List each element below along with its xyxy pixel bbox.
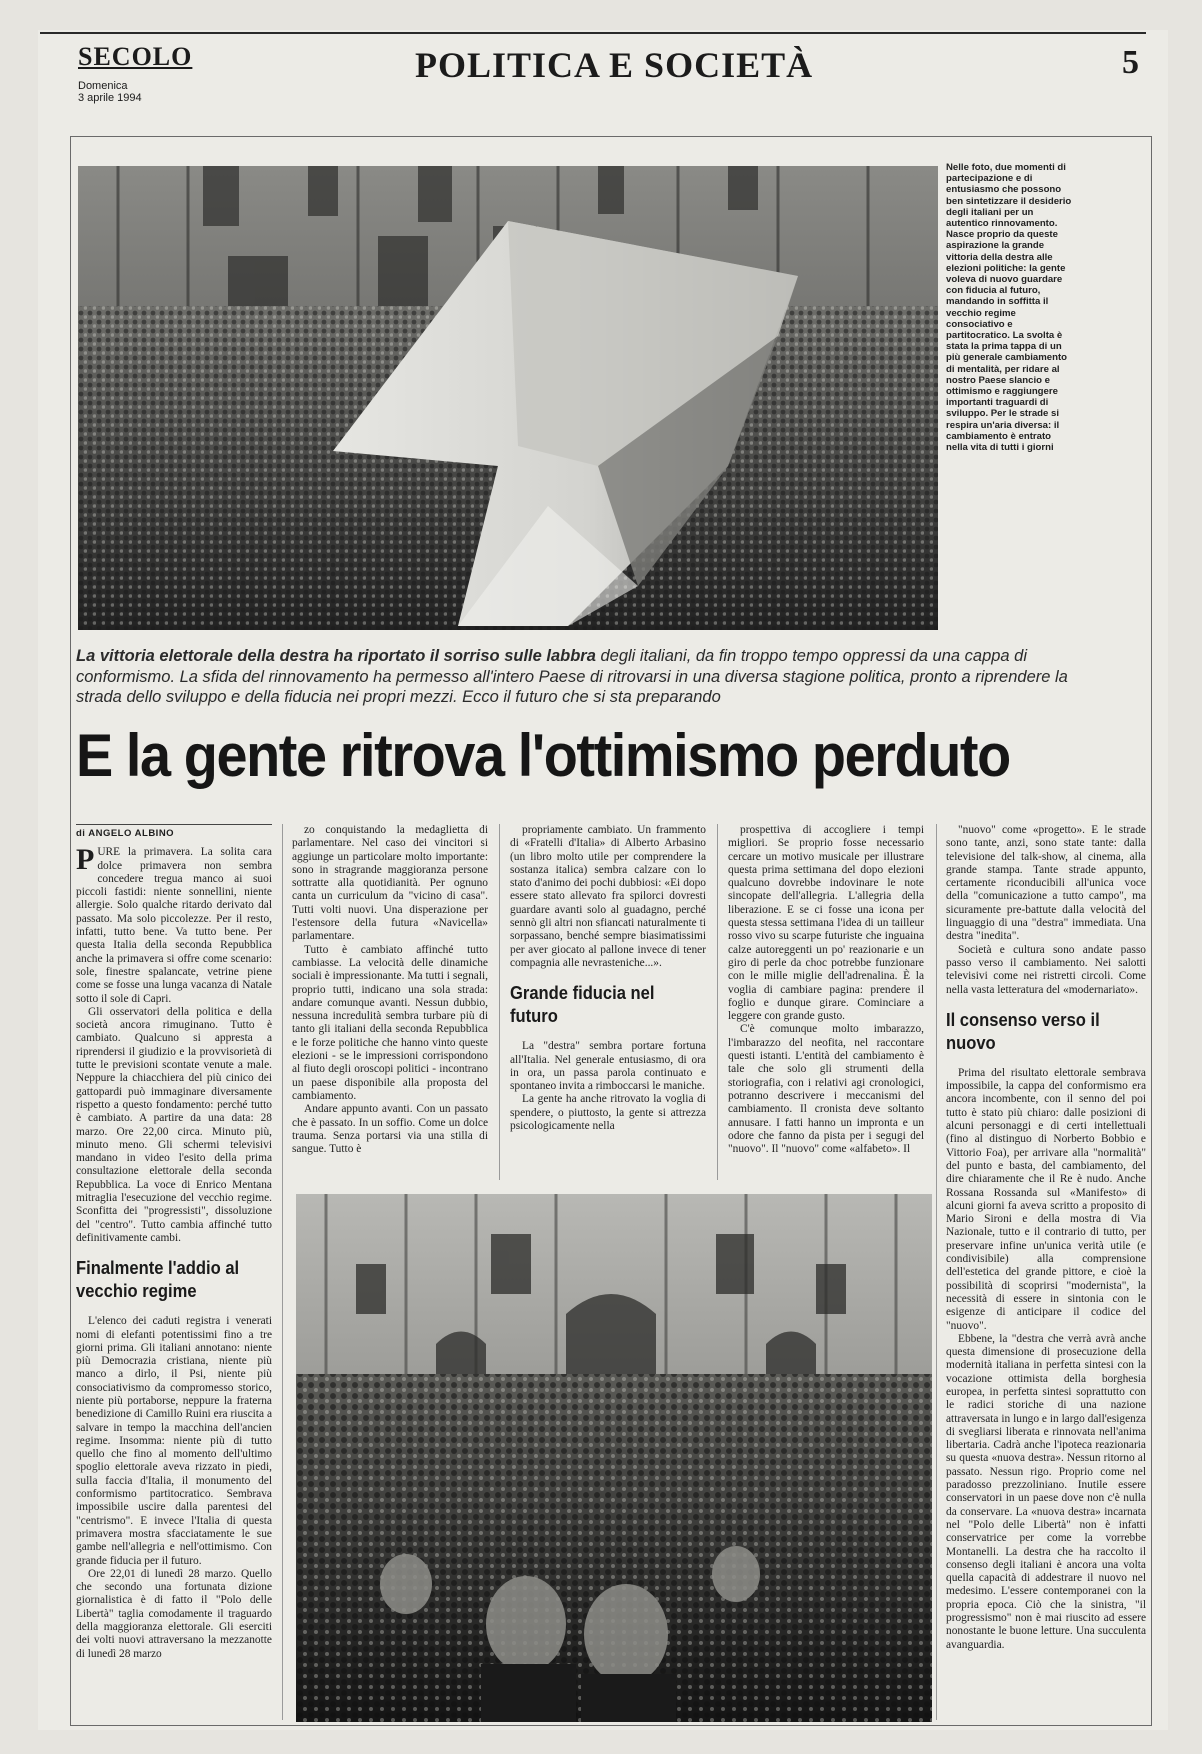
duomo-crowd-photo [296, 1194, 932, 1722]
col3-paragraph-2: La "destra" sembra portare fortuna all'Italia. Nel generale entusiasmo, di ora in ora, un passa parola continuato e spontaneo invita a rimboccarsi le maniche. [510, 1040, 706, 1093]
col1-paragraph-4: Ore 22,01 di lunedì 28 marzo. Quello che secondo una fortunata dizione giornalistica è di fatto il "Polo delle Libertà" taglia comodamente il traguardo della maggioranza elettorale. Gli eserciti dei volti nuovi attraversano la mezzanotte di lunedì 28 marzo [76, 1567, 272, 1660]
article-column-4 [728, 824, 924, 1180]
col5-paragraph-1: "nuovo" come «progetto». E le strade sono tante, anzi, sono state tante: dalla televisione del talk-show, al cinema, alla grande stampa. Tante strade appunto, certamente riconducibili all'unica voce della "comunicazione a tutto campo", ma sicuramente pre-battute dalla velocità del linguaggio di una "destra" immediata. Una destra "inedita". [946, 824, 1146, 943]
col1-p1-text: URE la primavera. La solita cara dolce primavera non sembra concedere tregua manco ai suoi piccoli fastidi: niente sonnellini, niente allergie. Solo qualche ritardo derivato dal passato. Ma solo piccolezze. Per il resto, infatti, tutto bene. Va tutto bene. Per questa Italia della seconda Repubblica anche la primavera si offre come scenario: sole, finestre spalancate, vetrine piene come se fosse una lunga vacanza di Natale sotto il sole di Capri. [76, 846, 272, 1005]
column-rule [282, 824, 283, 1720]
column-rule [499, 824, 500, 1180]
page-number: 5 [1122, 44, 1139, 81]
col5-paragraph-3: Prima del risultato elettorale sembrava impossibile, la cappa del conformismo era ancora incombente, con il senno del poi tutto è stato più chiaro: dalle posizioni di alcuni personaggi e di certi intellettuali (fino al distinguo di Norberto Bobbio e Vittorio Foa), per arrivare alla "normalità" del punto e basta, del cambiamento, del dire chiaramente che il Re è nudo. Anche Rossana Rossanda sul «Manifesto» di alcuni giorni fa aveva scritto a proposito di Mario Sironi e della mostra di Via Nazionale, tutto e il contrario di tutto, per preservare infine un'unica verità utile (e condivisibile) alla comprensione dell'estetica del grande pittore, e cioè la possibilità di scoprirsi "modernista", la necessità di essere in sintonia con le esigenze di anticipare il codice del "nuovo". [946, 1066, 1146, 1332]
col4-paragraph-1: prospettiva di accogliere i tempi migliori. Se proprio fosse necessario cercare un motivo musicale per illustrare questa prima settimana del dopo elezioni qualcuno dovrebbe indovinare le note sincopate dell'allegria. L'allegria della liberazione. E se ci fosse una icona per questa stessa settimana l'idea di un tailleur rosso vivo su scarpe futuriste che inguaina calze autoreggenti un po' reazionarie e un giro di perle da choc potrebbe funzionare con le mille miglie dell'adrenalina. È la voglia di cambiare pagina: prendere il foglio e dunque girare. Cominciare a leggere con grande gusto. [728, 824, 924, 1023]
article-column-1 [76, 824, 272, 1714]
col1-paragraph-1 [76, 843, 272, 1006]
column-rule [936, 824, 937, 1720]
newspaper-name: SECOLO [78, 42, 193, 71]
col1-paragraph-3: L'elenco dei caduti registra i venerati nomi di elefanti potentissimi fino a tre giorni prima. Gli italiani annotano: niente più Democrazia cristiana, niente più manco a dirlo, il Psi, niente più consociativismo da compromesso storico, niente più portaborse, neppure la fraterna benedizione di Camillo Ruini era riuscita a salvare in tempo la macchina dell'ancien regime. Insomma: niente più di tutto quello che fino al momento dell'ultimo spoglio elettorale aveva rizzato in piedi, sulla faccia d'Italia, il monumento del conformismo partitocratico. Sembrava impossibile uscire dalla parentesi del "centrismo". E invece l'Italia di questa primavera mostra sfacciatamente le sue gambe nell'allegria e nell'ottimismo. Con grande fiducia per il futuro. [76, 1315, 272, 1567]
headline: E la gente ritrova l'ottimismo perduto [76, 722, 1010, 789]
subheading-fiducia: Grande fiducia nel futuro [510, 983, 655, 1027]
section-title: POLITICA E SOCIETÀ [415, 45, 814, 85]
col2-paragraph-3: Andare appunto avanti. Con un passato che è passato. In un soffio. Come un dolce trauma. Senza portarsi via una stilla di sangue. Tutto è [292, 1103, 488, 1156]
byline: di ANGELO ALBINO [76, 824, 272, 840]
article-column-2 [292, 824, 488, 1180]
drop-cap: P [76, 843, 95, 877]
lead-caption [76, 646, 1076, 708]
col2-paragraph-2: Tutto è cambiato affinché tutto cambiasse. La velocità delle dinamiche sociali è impressionante. Ma tutti i segnali, proprio tutti, indicano una sola strada: andare comunque avanti. Nessun dubbio, nessuna incredulità sembra turbare più di tanto gli italiani della seconda Repubblica e le forze politiche che hanno vinto queste elezioni - se le impressioni corrispondono al fiuto degli oroscopi politici - incontrano un paese disponibile alla proposta del cambiamento. [292, 943, 488, 1102]
issue-date [78, 80, 142, 104]
masthead-rule [40, 32, 1146, 34]
col1-paragraph-2: Gli osservatori della politica e della società ancora rimuginano. Tutto è cambiato. Qualcuno si appresta a riprendersi il giudizio e la provvisorietà di tutte le previsioni scontate venute a male. Neppure la chiacchiera del più cinico dei gattopardi può immaginare diversamente rispetto a questo fondamento: perché tutto è cambiato. A partire da una data: 28 marzo. Ore 22,00 circa. Minuto più, minuto meno. Gli schermi televisivi mandano in video l'esito della prima consultazione elettorale della seconda Repubblica. La voce di Enrico Mentana mitraglia l'esecuzione del vecchio regime. Sconfitta dei "progressisti", dissoluzione del "centro". Tutto cambia affinché tutto definitivamente cambi. [76, 1005, 272, 1244]
col3-paragraph-1: propriamente cambiato. Un frammento di «Fratelli d'Italia» di Alberto Arbasino (un libro molto utile per comprendere la sostanza italica) sembra calzare con lo stato d'animo dei pochi dubbiosi: «Ei dopo essere stato allevato fra spilorci dovresti guardare avanti solo al guadagno, perché sennò gli altri non sfiancati naturalmente ti sorpassano, benché sempre biasimatissimi per aver giocato al pallone invece di tener compagnia alle nevrasteniche...». [510, 824, 706, 969]
col3-paragraph-3: La gente ha anche ritrovato la voglia di spendere, o piuttosto, la gente si attrezza psicologicamente nella [510, 1093, 706, 1133]
photo-side-caption: Nelle foto, due momenti di partecipazione e di entusiasmo che possono ben sintetizzare il desiderio degli italiani per un autentico rinnovamento. Nasce proprio da queste aspirazione la grande vittoria della destra alle elezioni politiche: la gente voleva di nuovo guardare con fiducia al futuro, mandando in soffitta il vecchio regime consociativo e partitocratico. La svolta è stata la prima tappa di un più generale cambiamento di mentalità, per ridare al nostro Paese slancio e ottimismo e raggiungere importanti traguardi di sviluppo. Per le strade si respira un'aria diversa: il cambiamento è entrato nella vita di tutti i giorni [946, 162, 1072, 454]
subheading-consenso: Il consenso verso il nuovo [946, 1009, 1100, 1053]
article-column-3 [510, 824, 706, 1180]
article-column-5 [946, 824, 1146, 1722]
subheading-addio: Finalmente l'addio al vecchio regime [76, 1258, 240, 1302]
issue-full-date: 3 aprile 1994 [78, 92, 142, 104]
col2-paragraph-1: zo conquistando la medaglietta di parlamentare. Nel caso dei vincitori si aggiunge un particolare molto importante: sono in stragrande maggioranza persone sottratte alla quotidianità. Per ognuno canta un curriculum da "vicino di casa". Tutti volti nuovi. Una disperazione per l'estensore della futura «Navicella» parlamentare. [292, 824, 488, 943]
col5-paragraph-4: Ebbene, la "destra che verrà avrà anche questa dimensione di prosecuzione della modernità italiana in perfetta sintesi con la vocazione ottimista della borghesia europea, in perfetta sintesi soprattutto con le radici storiche di una nazione attraversata in lungo e in largo dall'esigenza di svegliarsi liberata e rinnovata nell'anima libertaria. Cadrà anche l'ipoteca reazionaria su questa «nuova destra». Nessun ritorno al passato. Nessun rigo. Proprio come nel paradosso prezzoliniano. Inutile essere conservatori in un paese dove non c'è nulla da conservare. La «nuova destra» incarnata nel "Polo delle Libertà" non è infatti conservatrice per come la vorrebbe Montanelli. La destra che ha raccolto il consenso degli italiani è ancora una volta quella capacità di addestrare il nuovo nel medesimo. L'essere contemporanei con la propria epoca. Ciò che la sinistra, "il progressismo" non è mai riuscito ad essere nonostante le buone letture. Una succulenta avanguardia. [946, 1332, 1146, 1651]
lead-caption-rest: degli italiani, da fin troppo tempo oppressi da una cappa di conformismo. La sfida del rinnovamento ha permesso all'intero Paese di ritrovarsi in una diversa stagione politica, pronto a riprendere la strada dello sviluppo e della fiducia nei propri mezzi. Ecco il futuro che si sta preparando [76, 647, 1068, 706]
lead-caption-bold: La vittoria elettorale della destra ha riportato il sorriso sulle labbra [76, 647, 596, 665]
crowd-flag-photo [78, 166, 938, 630]
col4-paragraph-2: C'è comunque molto imbarazzo, l'imbarazzo del neofita, nel raccontare questi istanti. L'entità del cambiamento è tale che solo gli strumenti della storiografia, con i relativi agi cronologici, potranno descrivere i meccanismi del cambiamento. Il cronista deve soltanto annusare. I fatti hanno un impronta e un odore che fanno da pista per i segugi del "nuovo". Il "nuovo" come «alfabeto». Il [728, 1023, 924, 1156]
issue-day: Domenica [78, 80, 128, 92]
col5-paragraph-2: Società e cultura sono andate passo passo verso il cambiamento. Nei salotti televisivi come nei ristretti circoli. Come nella vasta letteratura del «modernariato». [946, 943, 1146, 996]
column-rule [717, 824, 718, 1180]
